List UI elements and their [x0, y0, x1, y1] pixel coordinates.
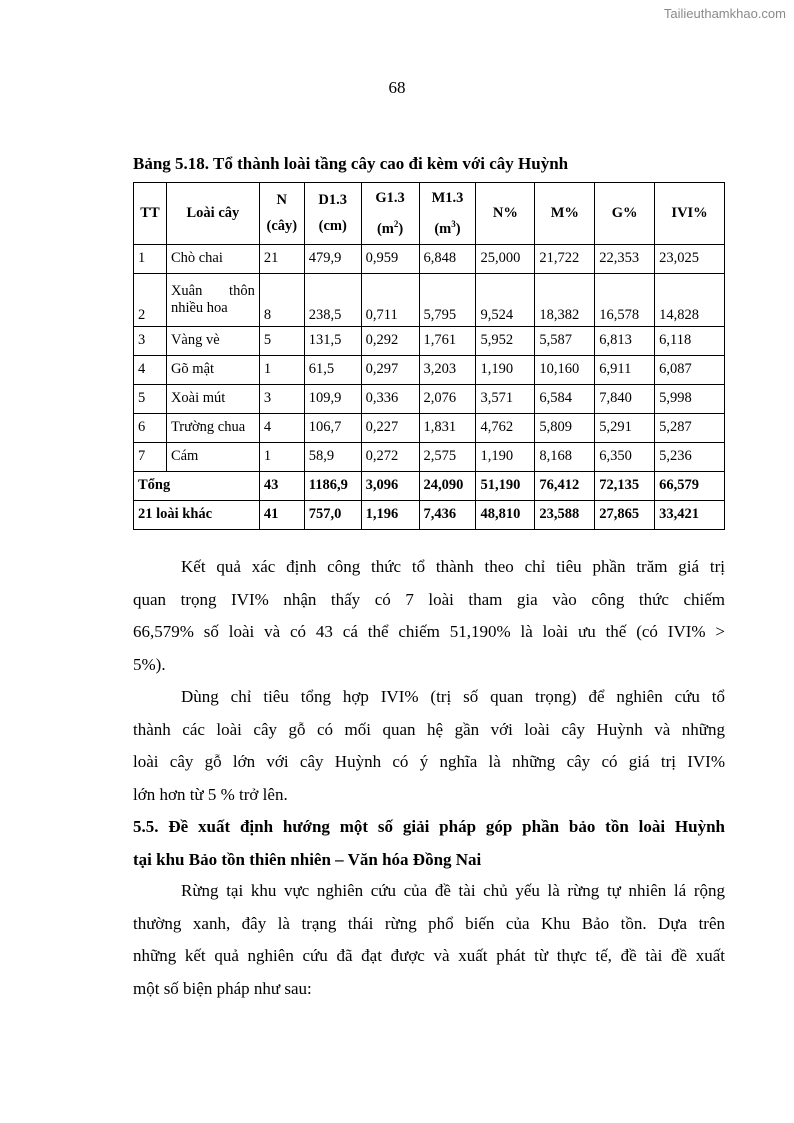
cell-g13: 0,711	[361, 273, 419, 326]
cell-m-percent: 5,587	[535, 326, 595, 355]
page-number: 68	[388, 78, 406, 97]
cell-n-percent: 5,952	[476, 326, 535, 355]
cell-species: Chò chai	[166, 244, 259, 273]
cell-species: Xuân thôn nhiều hoa	[166, 273, 259, 326]
cell-tt: 2	[134, 273, 167, 326]
paragraph-ivi-result: Kết quả xác định công thức tổ thành theo chỉ tiêu phần trăm giá trị quan trọng IVI% nhận thấy có 7 loài tham gia vào công thức chiếm 66,579% số loài và có 43 cá thể chiếm 51,190% là loài ưu thế (có IVI% > 5%).	[133, 557, 725, 674]
cell-g-percent: 7,840	[595, 384, 655, 413]
cell-m13: 6,848	[419, 244, 476, 273]
table-total-row	[134, 471, 725, 500]
cell-g13: 0,297	[361, 355, 419, 384]
cell-d13: 109,9	[304, 384, 361, 413]
cell-m-percent: 5,809	[535, 413, 595, 442]
cell-m13: 7,436	[419, 500, 476, 529]
cell-m13: 1,831	[419, 413, 476, 442]
cell-n: 5	[259, 326, 304, 355]
table-row	[134, 273, 725, 326]
cell-ivi-percent: 6,118	[655, 326, 725, 355]
cell-d13: 61,5	[304, 355, 361, 384]
cell-n: 3	[259, 384, 304, 413]
watermark: Tailieuthamkhao.com	[663, 6, 786, 21]
cell-n: 21	[259, 244, 304, 273]
cell-tt: 1	[134, 244, 167, 273]
table-row	[134, 413, 725, 442]
cell-d13: 106,7	[304, 413, 361, 442]
cell-g13: 3,096	[361, 471, 419, 500]
header-n-percent: N%	[476, 183, 535, 245]
cell-g13: 0,959	[361, 244, 419, 273]
cell-g13: 0,227	[361, 413, 419, 442]
cell-ivi-percent: 33,421	[655, 500, 725, 529]
cell-m-percent: 10,160	[535, 355, 595, 384]
cell-total-label: Tổng	[134, 471, 260, 500]
cell-g13: 0,336	[361, 384, 419, 413]
table-row	[134, 355, 725, 384]
cell-g-percent: 22,353	[595, 244, 655, 273]
cell-n: 8	[259, 273, 304, 326]
header-species: Loài cây	[166, 183, 259, 245]
cell-m-percent: 18,382	[535, 273, 595, 326]
cell-tt: 7	[134, 442, 167, 471]
cell-n-percent: 4,762	[476, 413, 535, 442]
section-heading: 5.5. Đề xuất định hướng một số giải pháp góp phần bảo tồn loài Huỳnh tại khu Bảo tồn thiên nhiên – Văn hóa Đồng Nai	[133, 817, 725, 869]
cell-g13: 0,292	[361, 326, 419, 355]
header-ivi-percent: IVI%	[655, 183, 725, 245]
cell-m-percent: 21,722	[535, 244, 595, 273]
table-header-row	[134, 183, 725, 245]
species-composition-table	[133, 182, 725, 530]
cell-n-percent: 51,190	[476, 471, 535, 500]
cell-n-percent: 48,810	[476, 500, 535, 529]
table-other-row	[134, 500, 725, 529]
cell-d13: 131,5	[304, 326, 361, 355]
header-g13: G1.3 $(m^2)$	[361, 183, 419, 245]
cell-ivi-percent: 5,236	[655, 442, 725, 471]
table-row	[134, 244, 725, 273]
cell-species: Cám	[166, 442, 259, 471]
cell-m13: 5,795	[419, 273, 476, 326]
table-row	[134, 442, 725, 471]
cell-m-percent: 23,588	[535, 500, 595, 529]
cell-g13: 1,196	[361, 500, 419, 529]
cell-m13: 24,090	[419, 471, 476, 500]
cell-g-percent: 72,135	[595, 471, 655, 500]
cell-m13: 3,203	[419, 355, 476, 384]
cell-m13: 2,076	[419, 384, 476, 413]
cell-tt: 3	[134, 326, 167, 355]
cell-m-percent: 8,168	[535, 442, 595, 471]
cell-n-percent: 9,524	[476, 273, 535, 326]
cell-species: Gõ mật	[166, 355, 259, 384]
header-m-percent: M%	[535, 183, 595, 245]
cell-d13: 58,9	[304, 442, 361, 471]
header-g-percent: G%	[595, 183, 655, 245]
cell-n-percent: 1,190	[476, 442, 535, 471]
cell-other-label: 21 loài khác	[134, 500, 260, 529]
cell-n-percent: 3,571	[476, 384, 535, 413]
cell-ivi-percent: 6,087	[655, 355, 725, 384]
cell-m13: 1,761	[419, 326, 476, 355]
cell-tt: 6	[134, 413, 167, 442]
table-row	[134, 384, 725, 413]
cell-m-percent: 6,584	[535, 384, 595, 413]
cell-g-percent: 27,865	[595, 500, 655, 529]
cell-d13: 238,5	[304, 273, 361, 326]
cell-g-percent: 6,350	[595, 442, 655, 471]
paragraph-forest-context: Rừng tại khu vực nghiên cứu của đề tài chủ yếu là rừng tự nhiên lá rộng thường xanh, đây là trạng thái rừng phổ biến của Khu Bảo tồn. Dựa trên những kết quả nghiên cứu đã đạt được và xuất phát từ thực tế, đề tài đề xuất một số biện pháp như sau:	[133, 881, 725, 998]
cell-tt: 5	[134, 384, 167, 413]
cell-g13: 0,272	[361, 442, 419, 471]
cell-n-percent: 25,000	[476, 244, 535, 273]
cell-ivi-percent: 66,579	[655, 471, 725, 500]
cell-ivi-percent: 14,828	[655, 273, 725, 326]
header-m13: M1.3 $(m^3)$	[419, 183, 476, 245]
header-n: N (cây)	[259, 183, 304, 245]
cell-n: 1	[259, 442, 304, 471]
cell-n: 1	[259, 355, 304, 384]
cell-species: Trường chua	[166, 413, 259, 442]
cell-species: Xoài mút	[166, 384, 259, 413]
cell-d13: 479,9	[304, 244, 361, 273]
cell-ivi-percent: 5,287	[655, 413, 725, 442]
header-d13: D1.3 (cm)	[304, 183, 361, 245]
cell-ivi-percent: 23,025	[655, 244, 725, 273]
cell-n: 43	[259, 471, 304, 500]
cell-n: 41	[259, 500, 304, 529]
header-tt: TT	[134, 183, 167, 245]
cell-tt: 4	[134, 355, 167, 384]
table-row	[134, 326, 725, 355]
cell-species: Vàng vè	[166, 326, 259, 355]
cell-n: 4	[259, 413, 304, 442]
cell-m13: 2,575	[419, 442, 476, 471]
cell-d13: 1186,9	[304, 471, 361, 500]
cell-g-percent: 6,911	[595, 355, 655, 384]
cell-g-percent: 5,291	[595, 413, 655, 442]
paragraph-ivi-method: Dùng chỉ tiêu tổng hợp IVI% (trị số quan trọng) để nghiên cứu tổ thành các loài cây gỗ có mối quan hệ gần với loài cây Huỳnh và những loài cây gỗ lớn với cây Huỳnh có ý nghĩa là những cây có giá trị IVI% lớn hơn từ 5 % trở lên.	[133, 687, 725, 804]
cell-m-percent: 76,412	[535, 471, 595, 500]
cell-g-percent: 16,578	[595, 273, 655, 326]
table-caption: Bảng 5.18. Tổ thành loài tầng cây cao đi kèm với cây Huỳnh	[133, 154, 569, 173]
cell-ivi-percent: 5,998	[655, 384, 725, 413]
cell-d13: 757,0	[304, 500, 361, 529]
cell-g-percent: 6,813	[595, 326, 655, 355]
cell-n-percent: 1,190	[476, 355, 535, 384]
